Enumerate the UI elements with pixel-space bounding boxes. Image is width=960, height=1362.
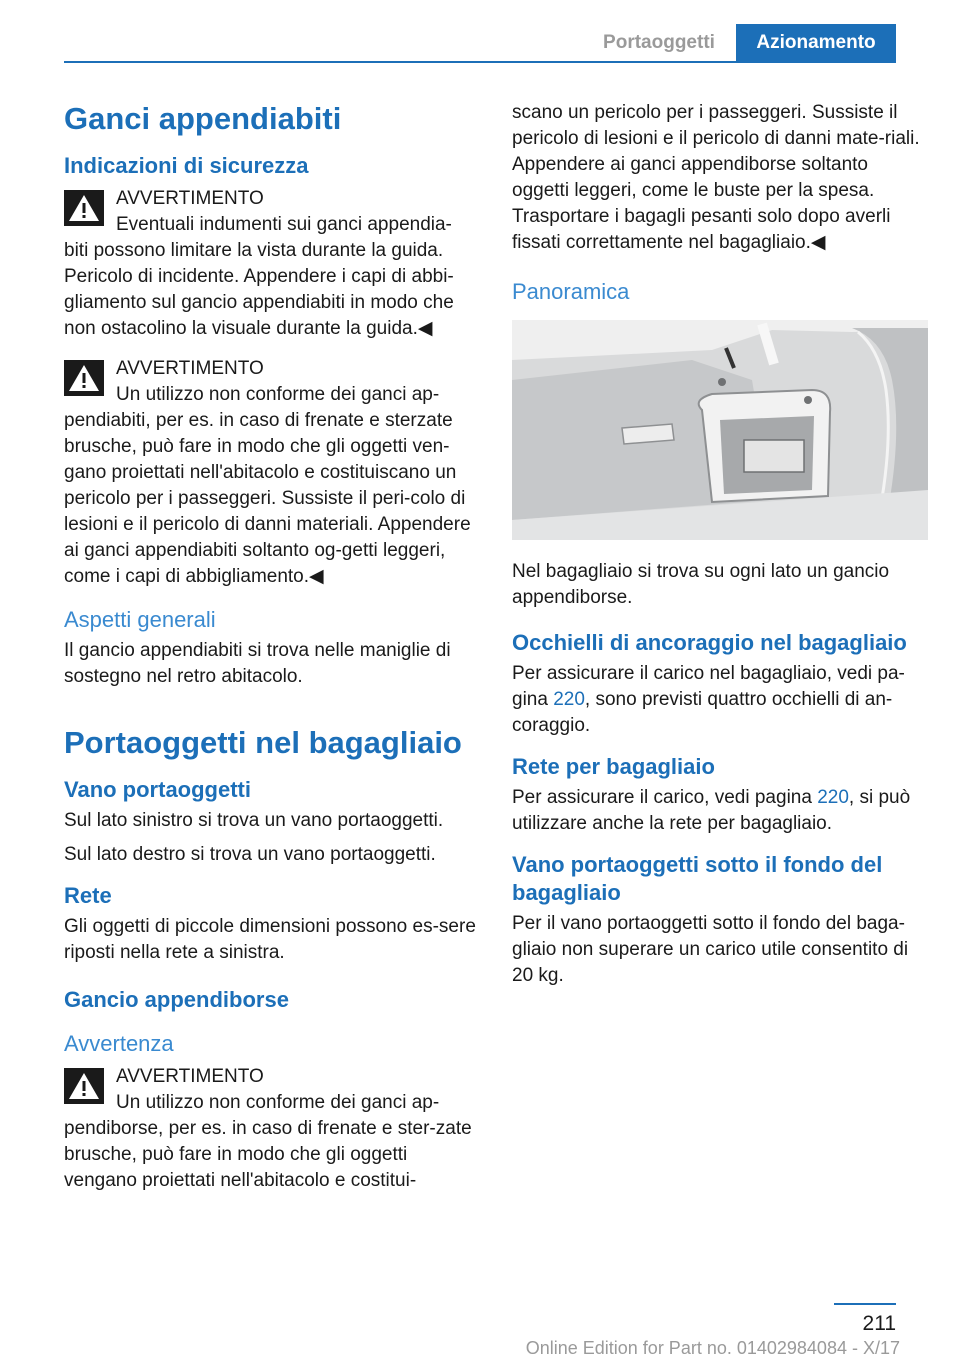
- title-trunk: Portaoggetti nel bagagliaio: [64, 725, 462, 760]
- warning-block-2: [64, 356, 479, 590]
- page-number: 211: [862, 1312, 896, 1335]
- warning-first-line: Eventuali indumenti sui ganci appendia‐: [116, 214, 452, 235]
- chapter-tab: Azionamento: [736, 24, 896, 62]
- trunk-net-heading: Rete per bagagliaio: [512, 754, 715, 779]
- safety-heading: Indicazioni di sicurezza: [64, 153, 309, 178]
- warning-text: biti possono limitare la vista durante la guida. Pericolo di incidente. Appendere i capi di abbi‐gliamento sul gancio appendiabiti in modo che non ostacolino la visuale durante la guida.◀: [64, 240, 454, 339]
- warning-block-1: [64, 186, 479, 342]
- compartment-left-text: Sul lato sinistro si trova un vano portaoggetti.: [64, 810, 444, 831]
- warning-block-3: [64, 1064, 479, 1194]
- page-link[interactable]: 220: [817, 787, 849, 808]
- warning-continuation: scano un pericolo per i passeggeri. Sussiste il pericolo di lesioni e il pericolo di danni mate‐riali. Appendere ai ganci appendiborse soltanto oggetti leggeri, come le buste per la spesa. Trasportare i bagagli pesanti solo dopo averli fissati correttamente nel bagagliaio.◀: [512, 102, 920, 253]
- warning-first-line: Un utilizzo non conforme dei ganci ap‐: [116, 384, 440, 405]
- section-tab: Portaoggetti: [603, 32, 715, 53]
- warning-label: AVVERTIMENTO: [116, 188, 264, 209]
- right-column: [512, 100, 927, 997]
- compartment-heading: Vano portaoggetti: [64, 777, 251, 802]
- overview-text: Nel bagagliaio si trova su ogni lato un gancio appendiborse.: [512, 561, 890, 608]
- title-hooks: Ganci appendiabiti: [64, 101, 342, 136]
- header-rule: [64, 61, 896, 63]
- edition-text: Online Edition for Part no. 01402984084 - X/17: [525, 1338, 900, 1358]
- overview-heading: Panoramica: [512, 279, 630, 304]
- compartment-right-text: Sul lato destro si trova un vano portaoggetti.: [64, 844, 436, 865]
- warning-text: pendiabiti, per es. in caso di frenate e sterzate brusche, può fare in modo che gli oggetti ven‐gano proiettati nell'abitacolo e costituiscano un pericolo per i passeggeri. Sussiste il peri‐colo di lesioni e il pericolo di danni materiali. Appendere ai ganci appendiabiti soltanto og‐getti leggeri, come i capi di abbigliamento.◀: [64, 410, 471, 587]
- footer-rule: [834, 1303, 896, 1305]
- trunk-net-text: Per assicurare il carico, vedi pagina 220, si può utilizzare anche la rete per bagagliaio.: [512, 787, 911, 834]
- general-text: Il gancio appendiabiti si trova nelle maniglie di sostegno nel retro abitacolo.: [64, 640, 451, 687]
- trunk-illustration: [512, 320, 928, 540]
- net-heading: Rete: [64, 883, 112, 908]
- warning-icon: [64, 360, 104, 396]
- warning-label: AVVERTIMENTO: [116, 1066, 264, 1087]
- bag-hook-heading: Gancio appendiborse: [64, 987, 289, 1012]
- eyelets-heading: Occhielli di ancoraggio nel bagagliaio: [512, 630, 907, 655]
- warning-label: AVVERTIMENTO: [116, 358, 264, 379]
- page-header: [0, 0, 960, 62]
- net-text: Gli oggetti di piccole dimensioni possono es‐sere riposti nella rete a sinistra.: [64, 916, 476, 963]
- warning-icon: [64, 190, 104, 226]
- page-link[interactable]: 220: [553, 689, 585, 710]
- warning-text: pendiborse, per es. in caso di frenate e ster‐zate brusche, può fare in modo che gli oggetti vengano proiettati nell'abitacolo e costitui‐: [64, 1118, 472, 1191]
- note-heading: Avvertenza: [64, 1031, 174, 1056]
- under-floor-heading: Vano portaoggetti sotto il fondo del bagagliaio: [512, 852, 883, 905]
- warning-first-line: Un utilizzo non conforme dei ganci ap‐: [116, 1092, 440, 1113]
- warning-icon: [64, 1068, 104, 1104]
- general-heading: Aspetti generali: [64, 607, 216, 632]
- left-column: [64, 92, 479, 1202]
- under-floor-text: Per il vano portaoggetti sotto il fondo del baga‐gliaio non superare un carico utile consentito di 20 kg.: [512, 913, 909, 986]
- eyelets-text: Per assicurare il carico nel bagagliaio, vedi pa‐gina 220, sono previsti quattro occhielli di an‐coraggio.: [512, 663, 905, 736]
